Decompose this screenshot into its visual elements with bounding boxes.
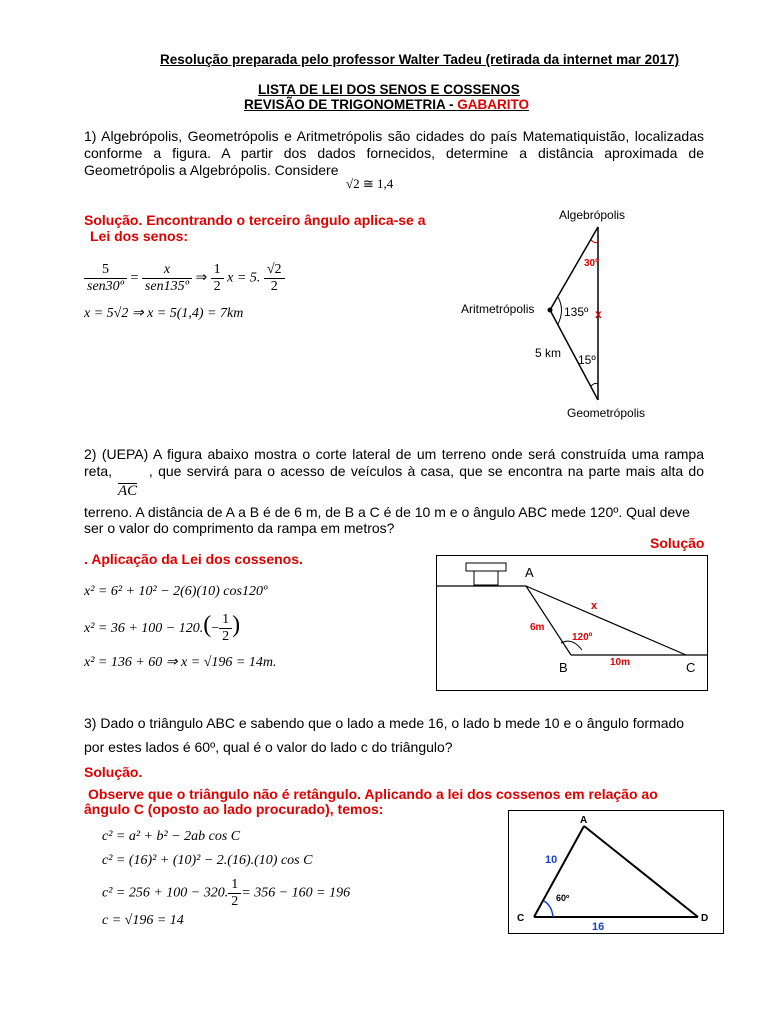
q3-equation2: c² = (16)² + (10)² − 2.(16).(10) cos C	[102, 853, 313, 868]
label-c: C	[686, 660, 696, 675]
angle-arc-top	[591, 240, 598, 243]
q1-triangle-figure	[455, 200, 675, 425]
label-vertex-d: D	[701, 913, 709, 924]
gabarito-title	[244, 97, 529, 112]
label-5km: 5 km	[535, 346, 562, 360]
q3-solution-label: Solução.	[84, 764, 143, 780]
house-roof	[466, 563, 506, 571]
q3-equation1: c² = a² + b² − 2ab cos C	[102, 829, 241, 844]
q1-line3: Geometrópolis a Algebrópolis. Considere	[84, 162, 339, 178]
q2-solution-line: . Aplicação da Lei dos cossenos.	[84, 551, 303, 567]
fraction: $\frac{x}{\text{sen135º}}$	[142, 262, 192, 295]
angle-arc-left	[558, 297, 562, 324]
q1-solution-line1: Solução. Encontrando o terceiro ângulo aplica-se a	[84, 212, 426, 228]
q1-equation-row1: $\frac{5}{\text{sen30º}}$ = $\frac{x}{\text{sen135º}}$ ⇒ $\frac{1}{2}$ x = 5. $\frac{√2}{2}$	[84, 262, 285, 295]
gabarito-highlight: GABARITO	[457, 97, 530, 112]
list-title: LISTA DE LEI DOS SENOS E COSSENOS	[258, 82, 520, 97]
q2-solution-label: Solução	[650, 535, 705, 551]
q2-line3: terreno. A distância de A a B é de 6 m, de B a C é de 10 m e o ângulo ABC mede 120º. Qual deve	[84, 504, 690, 520]
label-angle-30: 30º	[584, 258, 599, 269]
q2-line2: reta, , que servirá para o acesso de veículos à casa, que se encontra na parte mais alta do	[84, 463, 704, 479]
label-geometropolis: Geometrópolis	[567, 406, 646, 420]
label-6m: 6m	[530, 622, 545, 633]
q1-line2: conforme a figura. A partir dos dados fornecidos, determine a distância aproximada de	[84, 145, 704, 161]
figure-frame	[509, 811, 724, 934]
credit-line: Resolução preparada pelo professor Walter Tadeu (retirada da internet mar 2017)	[160, 52, 680, 67]
q1-equation-row2: x = 5√2 ⇒ x = 5(1,4) = 7km	[84, 306, 244, 321]
q2-line4: ser o valor do comprimento da rampa em metros?	[84, 520, 395, 536]
fraction: $\frac{1}{2}$	[211, 262, 224, 295]
q2-segment-ac: AC	[118, 483, 138, 499]
house-icon	[474, 571, 498, 585]
fraction: $\frac{5}{\text{sen30º}}$	[84, 262, 127, 295]
label-vertex-a: A	[580, 815, 588, 826]
q3-solution-line2: ângulo C (oposto ao lado procurado), temos:	[84, 801, 384, 817]
q3-equation3: c² = 256 + 100 − 320. $\frac{1}{2}$ = 356 − 160 = 196	[102, 877, 351, 909]
gabarito-title-prefix: REVISÃO DE TRIGONOMETRIA -	[244, 97, 458, 112]
label-angle-135: 135º	[564, 305, 589, 319]
q3-line2: por estes lados é 60º, qual é o valor do lado c do triângulo?	[84, 739, 453, 755]
fraction: $\frac{√2}{2}$	[264, 262, 285, 295]
label-x: x	[595, 307, 602, 321]
q2-terrain-figure	[436, 555, 708, 691]
label-side-10: 10	[545, 854, 558, 866]
fraction: $\frac{1}{2}$	[228, 877, 241, 910]
label-10m: 10m	[610, 657, 631, 668]
label-angle-60: 60º	[556, 893, 570, 903]
q3-line1: 3) Dado o triângulo ABC e sabendo que o lado a mede 16, o lado b mede 10 e o ângulo formado	[84, 715, 685, 731]
q3-equation4: c = √196 = 14	[102, 913, 184, 928]
label-side-16: 16	[592, 921, 605, 933]
label-vertex-c: C	[517, 913, 525, 924]
fraction: $\frac{1}{2}$	[219, 612, 232, 645]
vertex-dot	[548, 308, 553, 313]
label-b: B	[559, 660, 568, 675]
label-ramp-x: x	[591, 600, 598, 612]
angle-arc-bottom	[591, 383, 598, 386]
q1-consider-value: √2 ≅ 1,4	[346, 176, 394, 191]
q2-equation1: x² = 6² + 10² − 2(6)(10) cos120º	[84, 584, 268, 599]
label-a: A	[525, 565, 534, 580]
label-angle-15: 15º	[578, 353, 596, 367]
q1-line1: 1) Algebrópolis, Geometrópolis e Aritmetrópolis são cidades do país Matematiquistão, localizadas	[84, 128, 704, 144]
q3-triangle-figure	[508, 810, 724, 934]
q2-equation3: x² = 136 + 60 ⇒ x = √196 = 14m.	[84, 655, 277, 670]
q2-equation2: x² = 36 + 100 − 120.(− $\frac{1}{2}$ )	[84, 612, 241, 645]
label-aritmetropolis: Aritmetrópolis	[461, 302, 535, 316]
label-120: 120º	[572, 632, 593, 643]
label-algebropolis: Algebrópolis	[559, 208, 626, 222]
q1-solution-line2: Lei dos senos:	[90, 228, 189, 244]
q2-line1: 2) (UEPA) A figura abaixo mostra o corte lateral de um terreno onde será construída uma rampa	[84, 446, 704, 462]
q3-solution-line1: Observe que o triângulo não é retângulo. Aplicando a lei dos cossenos em relação ao	[88, 786, 658, 802]
